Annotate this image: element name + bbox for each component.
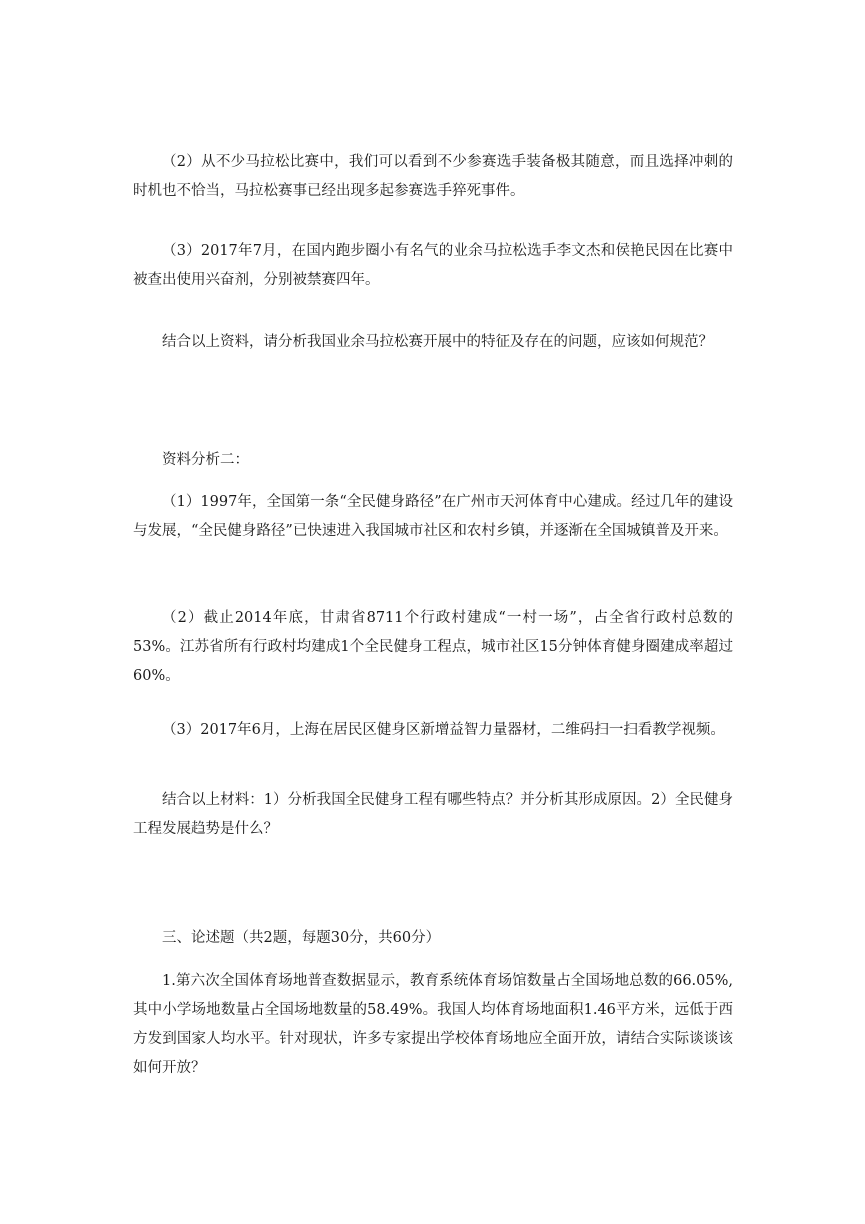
question-marathon-analysis: 结合以上资料，请分析我国业余马拉松赛开展中的特征及存在的问题，应该如何规范？: [162, 334, 713, 350]
question-school-venue-opening: 1.第六次全国体育场地普查数据显示，教育系统体育场馆数量占全国场地总数的66.05%,其中小学场地数量占全国场地数量的58.49%。我国人均体育场地面积1.46平方米，远低于西方发到国家人均水平。针对现状，许多专家提出学校体育场地应全面开放，请结合实际谈谈该如何开放？: [133, 973, 733, 1076]
paragraph-shanghai-2017: （3）2017年6月，上海在居民区健身区新增益智力量器材，二维码扫一扫看教学视频。: [162, 722, 725, 738]
section-heading-essay-questions: 三、论述题（共2题，每题30分，共60分）: [162, 930, 441, 946]
paragraph-fitness-path-1997: （1）1997年，全国第一条“全民健身路径”在广州市天河体育中心建成。经过几年的建设与发展，“全民健身路径”已快速进入我国城市社区和农村乡镇，并逐渐在全国城镇普及开来。: [133, 494, 733, 539]
question-fitness-project-analysis: 结合以上材料：1）分析我国全民健身工程有哪些特点？并分析其形成原因。2）全民健身工程发展趋势是什么？: [133, 792, 733, 837]
paragraph-marathon-doping: （3）2017年7月，在国内跑步圈小有名气的业余马拉松选手李文杰和侯艳民因在比赛中被查出使用兴奋剂，分别被禁赛四年。: [133, 243, 733, 288]
paragraph-marathon-equipment: （2）从不少马拉松比赛中，我们可以看到不少参赛选手装备极其随意，而且选择冲刺的时机也不恰当，马拉松赛事已经出现多起参赛选手猝死事件。: [133, 154, 733, 199]
paragraph-gansu-jiangsu-2014: （2）截止2014年底，甘肃省8711个行政村建成“一村一场”，占全省行政村总数的53%。江苏省所有行政村均建成1个全民健身工程点，城市社区15分钟体育健身圈建成率超过60%。: [133, 610, 733, 684]
section-heading-material-two: 资料分析二：: [162, 452, 249, 468]
